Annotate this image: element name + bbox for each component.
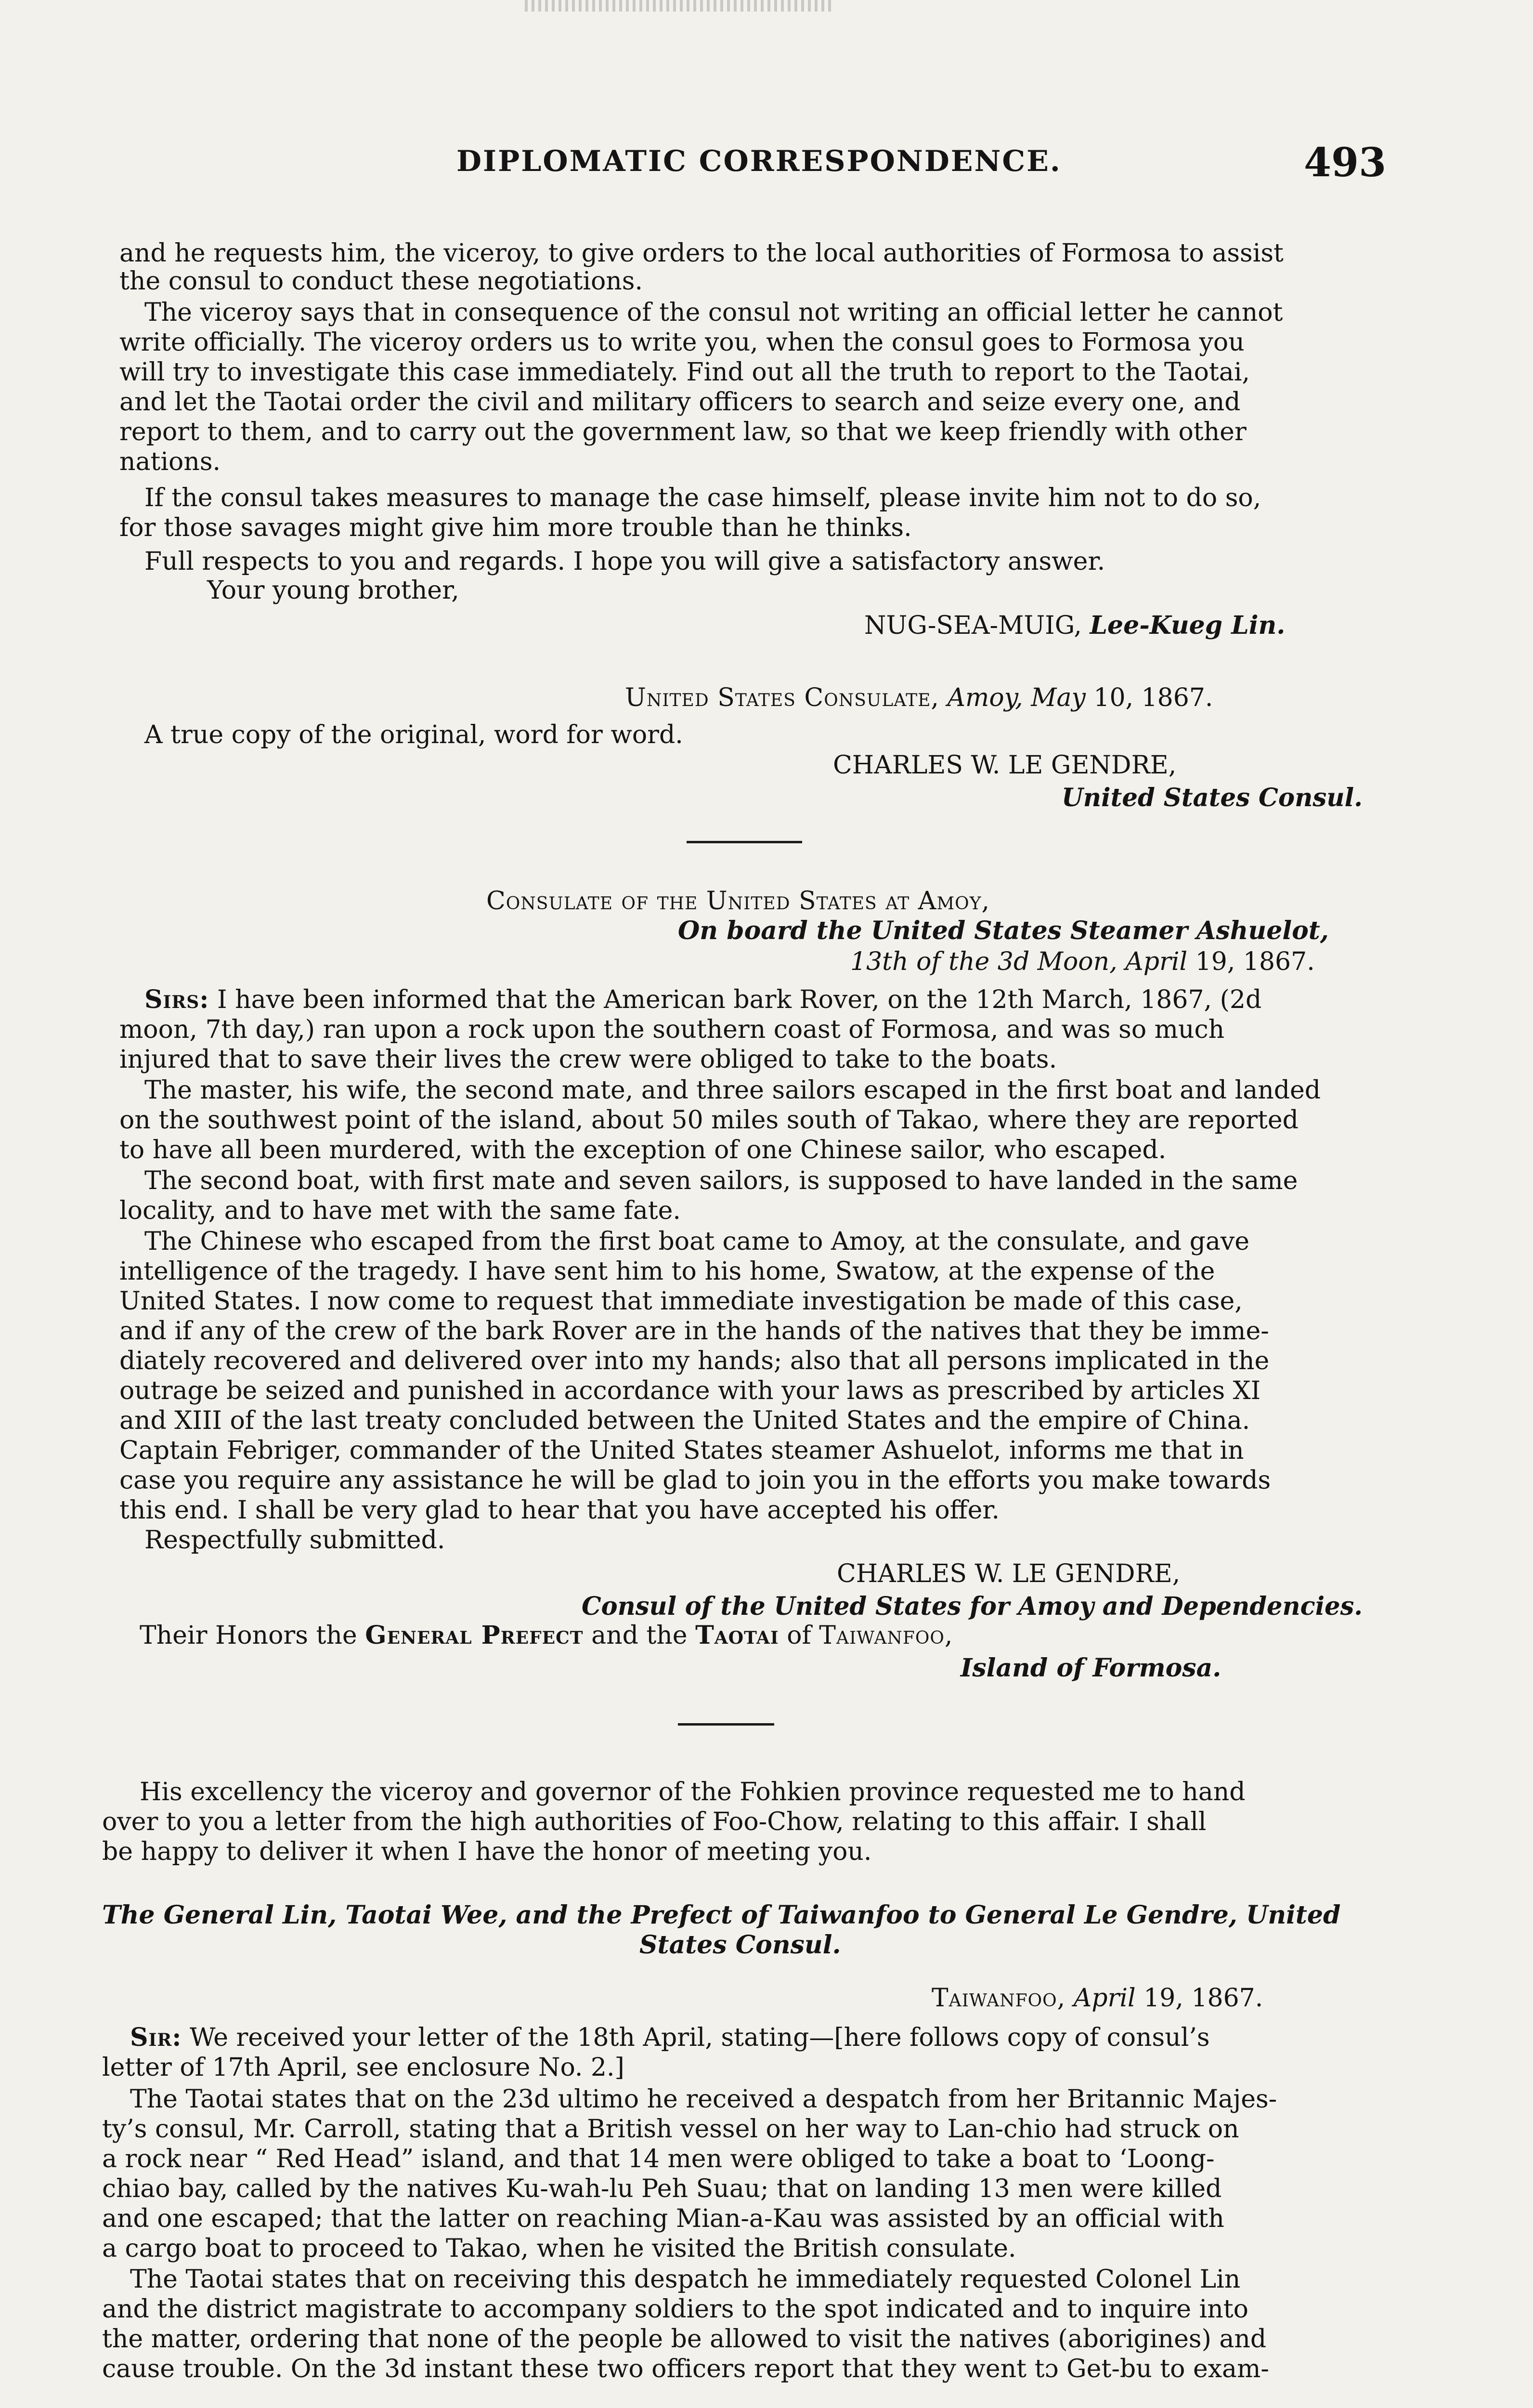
text-line: over to you a letter from the high authorities of Foo-Chow, relating to this affair. I shall — [102, 1807, 1207, 1836]
text-line: Full respects to you and regards. I hope you will give a satisfactory answer. — [144, 547, 1105, 576]
letter-title: The General Lin, Taotai Wee, and the Prefect of Taiwanfoo to General Le Gendre, United — [102, 1900, 1341, 1930]
text-line: The Taotai states that on receiving this despatch he immediately requested Colonel Lin — [130, 2265, 1241, 2294]
text-line: Captain Febriger, commander of the United States steamer Ashuelot, informs me that in — [119, 1436, 1244, 1465]
text-line: the matter, ordering that none of the people be allowed to visit the natives (aborigines) and — [102, 2325, 1267, 2354]
text-line: and he requests him, the viceroy, to give orders to the local authorities of Formosa to assist — [119, 239, 1284, 268]
text-line: letter of 17th April, see enclosure No. 2.] — [102, 2053, 624, 2082]
section-divider — [687, 841, 802, 843]
text-line: The viceroy says that in consequence of the consul not writing an official letter he cannot — [144, 298, 1283, 327]
text-line: diately recovered and delivered over into my hands; also that all persons implicated in the — [119, 1347, 1270, 1375]
section-divider — [678, 1723, 774, 1726]
text-line — [130, 2023, 1210, 2053]
text-line: and one escaped; that the latter on reaching Mian-a-Kau was assisted by an official with — [102, 2204, 1224, 2233]
text-line: cause trouble. On the 3d instant these two officers report that they went tɔ Get-bu to exam- — [102, 2355, 1269, 2383]
text-line: The second boat, with first mate and seven sailors, is supposed to have landed in the same — [144, 1166, 1298, 1195]
letter-title-continued: States Consul. — [639, 1930, 841, 1960]
text-line: locality, and to have met with the same fate. — [119, 1196, 681, 1225]
signature-place: Lee-Kueg Lin. — [1090, 611, 1286, 640]
letter-dateline — [932, 1983, 1263, 2013]
dateline-month: April — [1073, 1984, 1136, 2013]
heading-date-italic: 13th of the 3d Moon, April — [850, 947, 1188, 976]
text-line: intelligence of the tragedy. I have sent him to his home, Swatow, at the expense of the — [119, 1257, 1215, 1286]
text-line: to have all been murdered, with the exception of one Chinese sailor, who escaped. — [119, 1136, 1167, 1165]
text-span: I have been informed that the American bark Rover, on the 12th March, 1867, (2d — [217, 985, 1262, 1014]
consulate-name: United States Consulate, — [625, 683, 939, 712]
letter-heading-vessel: On board the United States Steamer Ashuelot, — [678, 916, 1329, 945]
text-line: outrage be seized and punished in accordance with your laws as prescribed by articles XI — [119, 1376, 1261, 1405]
text-line: moon, 7th day,) ran upon a rock upon the southern coast of Formosa, and was so much — [119, 1015, 1225, 1044]
letter-heading: Consulate of the United States at Amoy, — [486, 887, 990, 916]
text-line: chiao bay, called by the natives Ku-wah-lu Peh Suau; that on landing 13 men were killed — [102, 2174, 1222, 2203]
text-line: Your young brother, — [207, 576, 459, 605]
text-span: We received your letter of the 18th April, stating—[here follows copy of consul’s — [190, 2023, 1210, 2052]
address-conjunction: and the — [591, 1621, 688, 1650]
text-line: Respectfully submitted. — [144, 1526, 445, 1555]
text-line: write officially. The viceroy orders us to write you, when the consul goes to Formosa you — [119, 328, 1245, 357]
certification-date: 10, 1867. — [1093, 683, 1213, 712]
heading-date-year: 19, 1867. — [1195, 947, 1315, 976]
text-line: United States. I now come to request that immediate investigation be made of this case, — [119, 1287, 1243, 1316]
letter-heading-date — [850, 947, 1315, 977]
text-line: be happy to deliver it when I have the honor of meeting you. — [102, 1837, 872, 1866]
certification-dateline — [625, 683, 1213, 713]
text-line: and let the Taotai order the civil and military officers to search and seize every one, and — [119, 388, 1241, 417]
signer-title: Consul of the United States for Amoy and Dependencies. — [582, 1592, 1363, 1621]
text-line: If the consul takes measures to manage the case himself, please invite him not to do so, — [144, 484, 1261, 512]
address-title-2: Taotai — [695, 1621, 779, 1650]
salutation: Sir: — [130, 2023, 182, 2052]
text-line: for those savages might give him more trouble than he thinks. — [119, 513, 912, 542]
address-prefix: Their Honors the — [140, 1621, 357, 1650]
text-line: and XIII of the last treaty concluded between the United States and the empire of China. — [119, 1406, 1250, 1435]
text-line: the consul to conduct these negotiations. — [119, 267, 643, 296]
text-line: on the southwest point of the island, about 50 miles south of Takao, where they are reported — [119, 1106, 1299, 1135]
text-line: injured that to save their lives the crew were obliged to take to the boats. — [119, 1045, 1057, 1074]
text-line — [144, 985, 1261, 1015]
address-place: Taiwanfoo, — [819, 1621, 953, 1650]
address-of: of — [787, 1621, 811, 1650]
certifier-name: CHARLES W. LE GENDRE, — [833, 751, 1177, 780]
dateline-year: 19, 1867. — [1143, 1984, 1263, 2013]
text-line: His excellency the viceroy and governor of the Fohkien province requested me to hand — [140, 1778, 1246, 1806]
text-line: report to them, and to carry out the government law, so that we keep friendly with other — [119, 418, 1247, 446]
text-line: nations. — [119, 447, 221, 476]
text-line: The Chinese who escaped from the first boat came to Amoy, at the consulate, and gave — [144, 1227, 1250, 1256]
address-line — [140, 1621, 953, 1650]
text-line: The Taotai states that on the 23d ultimo he received a despatch from her Britannic Majes- — [130, 2085, 1277, 2114]
signature-name: NUG-SEA-MUIG, — [864, 611, 1082, 640]
scan-noise — [525, 0, 833, 12]
signer-name: CHARLES W. LE GENDRE, — [837, 1559, 1181, 1588]
text-line: The master, his wife, the second mate, and three sailors escaped in the first boat and landed — [144, 1076, 1321, 1105]
text-line: this end. I shall be very glad to hear that you have accepted his offer. — [119, 1496, 1000, 1525]
text-line: and the district magistrate to accompany soldiers to the spot indicated and to inquire into — [102, 2295, 1248, 2324]
signature-line — [864, 611, 1285, 641]
text-line: and if any of the crew of the bark Rover are in the hands of the natives that they be imme- — [119, 1317, 1269, 1346]
certifier-title: United States Consul. — [1062, 783, 1363, 812]
text-line: case you require any assistance he will be glad to join you in the efforts you make towards — [119, 1466, 1271, 1495]
address-island: Island of Formosa. — [961, 1653, 1221, 1683]
text-line: ty’s consul, Mr. Carroll, stating that a British vessel on her way to Lan-chio had struck on — [102, 2115, 1239, 2144]
certification-place: Amoy, May — [947, 683, 1086, 712]
page-number: 493 — [1304, 140, 1387, 186]
address-title-1: General Prefect — [365, 1621, 584, 1650]
text-line: will try to investigate this case immediately. Find out all the truth to report to the Taotai, — [119, 358, 1250, 387]
true-copy-note: A true copy of the original, word for word. — [144, 720, 683, 749]
text-line: a rock near “ Red Head” island, and that 14 men were obliged to take a boat to ‘Loong- — [102, 2145, 1215, 2173]
dateline-place: Taiwanfoo, — [932, 1984, 1066, 2013]
text-line: a cargo boat to proceed to Takao, when he visited the British consulate. — [102, 2234, 1016, 2263]
running-head-title: DIPLOMATIC CORRESPONDENCE. — [456, 144, 1062, 178]
salutation: Sirs: — [144, 985, 209, 1014]
